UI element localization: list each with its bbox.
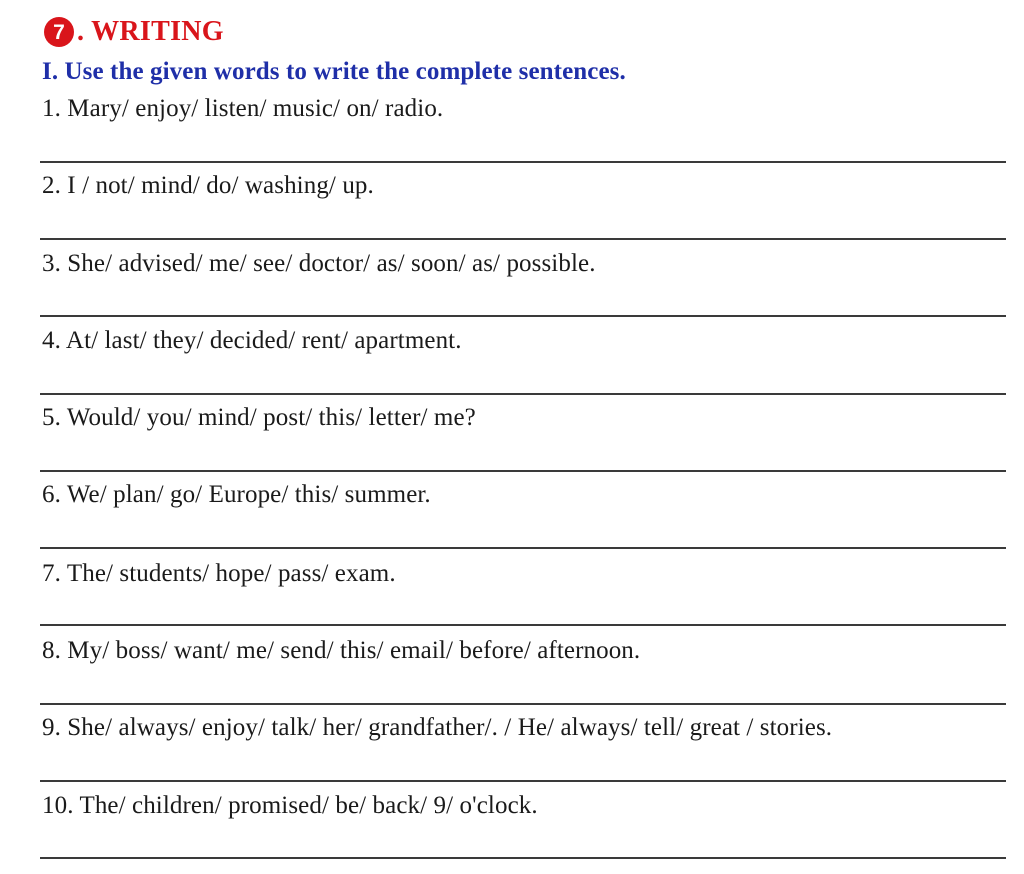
answer-line-5[interactable] bbox=[40, 470, 1006, 472]
answer-line-8[interactable] bbox=[40, 703, 1006, 705]
exercise-item-6: 6. We/ plan/ go/ Europe/ this/ summer. bbox=[42, 481, 431, 508]
answer-line-3[interactable] bbox=[40, 315, 1006, 317]
section-number-badge: 7 bbox=[44, 17, 74, 47]
exercise-item-5: 5. Would/ you/ mind/ post/ this/ letter/ me? bbox=[42, 404, 476, 431]
exercise-item-1: 1. Mary/ enjoy/ listen/ music/ on/ radio. bbox=[42, 95, 444, 122]
exercise-item-4: 4. At/ last/ they/ decided/ rent/ apartment. bbox=[42, 327, 462, 354]
exercise-item-2: 2. I / not/ mind/ do/ washing/ up. bbox=[42, 172, 374, 199]
section-title: . WRITING bbox=[77, 16, 224, 47]
exercise-item-8: 8. My/ boss/ want/ me/ send/ this/ email/ before/ afternoon. bbox=[42, 637, 641, 664]
instruction-heading: I. Use the given words to write the complete sentences. bbox=[42, 58, 626, 85]
answer-line-2[interactable] bbox=[40, 238, 1006, 240]
answer-line-9[interactable] bbox=[40, 780, 1006, 782]
exercise-item-3: 3. She/ advised/ me/ see/ doctor/ as/ soon/ as/ possible. bbox=[42, 250, 596, 277]
answer-line-4[interactable] bbox=[40, 393, 1006, 395]
answer-line-10[interactable] bbox=[40, 857, 1006, 859]
exercise-item-9: 9. She/ always/ enjoy/ talk/ her/ grandfather/. / He/ always/ tell/ great / stories. bbox=[42, 714, 833, 741]
answer-line-7[interactable] bbox=[40, 624, 1006, 626]
section-header bbox=[44, 12, 224, 52]
exercise-item-7: 7. The/ students/ hope/ pass/ exam. bbox=[42, 560, 396, 587]
answer-line-1[interactable] bbox=[40, 161, 1006, 163]
exercise-item-10: 10. The/ children/ promised/ be/ back/ 9/ o'clock. bbox=[42, 792, 538, 819]
answer-line-6[interactable] bbox=[40, 547, 1006, 549]
